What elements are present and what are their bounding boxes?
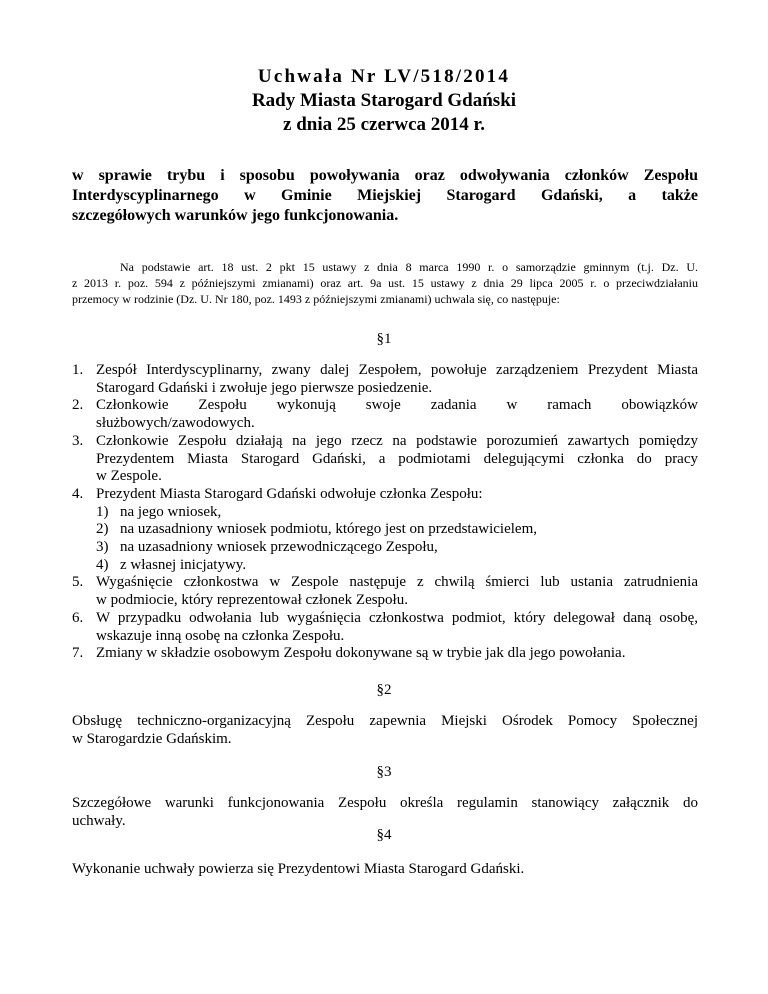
paragraph-line: Obsługę techniczno-organizacyjną Zespołu zapewnia Miejski Ośrodek Pomocy Społecznej <box>72 713 698 729</box>
council-name: Rady Miasta Starogard Gdański <box>251 90 517 111</box>
item-number: 2. <box>72 397 84 414</box>
list-item <box>72 645 698 663</box>
resolution-date: z dnia 25 czerwca 2014 r. <box>283 114 485 135</box>
section-1-heading: §1 <box>376 331 392 347</box>
sub-list <box>96 504 698 575</box>
paragraph-line: Szczegółowe warunki funkcjonowania Zespołu określa regulamin stanowiący załącznik do <box>72 795 698 811</box>
subject-line: w sprawie trybu i sposobu powoływania oraz odwoływania członków Zespołu <box>72 167 698 184</box>
section-1-list <box>72 362 698 663</box>
item-text: Członkowie Zespołu wykonują swoje zadania w ramach obowiązków <box>96 397 698 414</box>
sub-list-item <box>96 557 698 575</box>
list-item <box>72 433 698 486</box>
list-item <box>72 362 698 397</box>
sub-item-number: 1) <box>96 503 109 520</box>
legal-basis <box>72 259 698 307</box>
section-4-heading: §4 <box>376 827 392 843</box>
item-number: 7. <box>72 645 84 662</box>
item-text: w podmiocie, który reprezentował członek Zespołu. <box>96 592 408 609</box>
resolution-number: Uchwała Nr LV/518/2014 <box>257 66 511 87</box>
item-number: 1. <box>72 362 84 378</box>
item-text: Prezydentem Miasta Starogard Gdański, a podmiotami delegującymi członka do pracy <box>96 450 698 467</box>
sub-item-number: 2) <box>96 521 109 538</box>
item-text: Zespół Interdyscyplinarny, zwany dalej Zespołem, powołuje zarządzeniem Prezydent Miasta <box>96 362 698 378</box>
basis-line: przemocy w rodzinie (Dz. U. Nr 180, poz. 1493 z późniejszymi zmianami) uchwala się, co następuje: <box>72 292 560 306</box>
paragraph-line: Wykonanie uchwały powierza się Prezydentowi Miasta Starogard Gdański. <box>72 861 525 877</box>
paragraph-line: w Starogardzie Gdańskim. <box>72 731 232 747</box>
list-item <box>72 610 698 645</box>
item-number: 3. <box>72 432 84 449</box>
section-3-text <box>72 794 698 830</box>
item-text: Wygaśnięcie członkostwa w Zespole następuje z chwilą śmierci lub ustania zatrudnienia <box>96 574 698 591</box>
item-text: wskazuje inną osobę na członka Zespołu. <box>96 627 345 644</box>
sub-list-item <box>96 504 698 522</box>
sub-item-text: na uzasadniony wniosek przewodniczącego Zespołu, <box>120 539 438 556</box>
sub-item-number: 4) <box>96 556 109 573</box>
sub-item-text: na jego wniosek, <box>120 503 222 520</box>
item-number: 6. <box>72 609 84 626</box>
resolution-subject <box>72 166 698 226</box>
section-3-heading: §3 <box>376 764 392 780</box>
sub-item-text: na uzasadniony wniosek podmiotu, którego jest on przedstawicielem, <box>120 521 537 538</box>
item-text: w Zespole. <box>96 468 162 485</box>
list-item <box>72 574 698 609</box>
item-text: Zmiany w składzie osobowym Zespołu dokonywane są w trybie jak dla jego powołania. <box>96 645 626 662</box>
paragraph-line: uchwały. <box>72 813 126 829</box>
basis-line: z 2013 r. poz. 594 z późniejszymi zmianami) oraz art. 9a ust. 15 ustawy z dnia 29 lipca 2005 r. o przeciwdziałaniu <box>72 276 698 290</box>
sub-item-text: z własnej inicjatywy. <box>120 556 247 573</box>
section-4-text <box>72 860 698 878</box>
sub-list-item <box>96 521 698 539</box>
item-number: 4. <box>72 485 84 502</box>
section-2-text <box>72 712 698 748</box>
subject-line: szczegółowych warunków jego funkcjonowania. <box>72 207 399 224</box>
item-text: Starogard Gdański i zwołuje jego pierwsze posiedzenie. <box>96 379 433 396</box>
basis-line: Na podstawie art. 18 ust. 2 pkt 15 ustawy z dnia 8 marca 1990 r. o samorządzie gminnym (t.j. Dz. U. <box>120 260 698 274</box>
sub-item-number: 3) <box>96 539 109 556</box>
list-item <box>72 397 698 432</box>
item-text: Członkowie Zespołu działają na jego rzecz na podstawie porozumień zawartych pomiędzy <box>96 432 698 449</box>
item-text: Prezydent Miasta Starogard Gdański odwołuje członka Zespołu: <box>96 485 483 502</box>
item-text: służbowych/zawodowych. <box>96 415 255 432</box>
subject-line: Interdyscyplinarnego w Gminie Miejskiej Starogard Gdański, a także <box>72 187 698 204</box>
list-item <box>72 486 698 575</box>
item-number: 5. <box>72 574 84 591</box>
sub-list-item <box>96 539 698 557</box>
item-text: W przypadku odwołania lub wygaśnięcia członkostwa podmiot, który delegował daną osobę, <box>96 609 698 626</box>
section-2-heading: §2 <box>376 682 392 698</box>
